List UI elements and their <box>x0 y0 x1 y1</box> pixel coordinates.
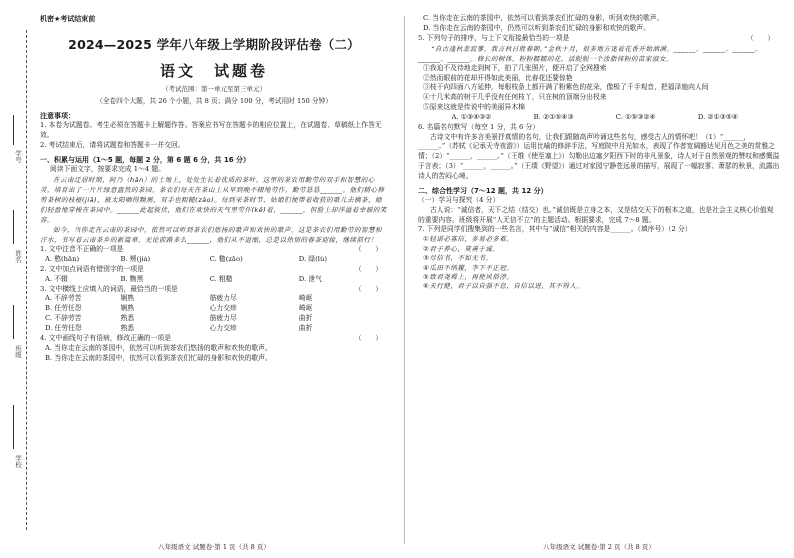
option: A. ①③④③② <box>451 112 492 121</box>
option: C. 糙(zāo) <box>209 255 243 264</box>
options-row <box>40 294 388 304</box>
option: D. ②①③⑤④ <box>697 112 738 121</box>
answer-parens: （ ） <box>354 245 382 254</box>
question-stem: 3. 文中横线上应填入的词语，最恰当的一项是 <box>40 284 178 293</box>
question-stem: 5. 下列句子的排序，与上下文衔接最恰当的一项是 <box>418 33 570 42</box>
binding-field-student-id: 学号 <box>14 150 22 163</box>
option: 崎岖 <box>298 294 313 303</box>
section-intro: 古人说：“诚信者，天下之结（结交）也。”诚信既是立身之本，又是结交天下的根本之道，也是社会主义核心价值观的重要内容。班级将开展“人无信不立”的主题活动。根据要求，完成 7～8 题。 <box>418 205 774 224</box>
question-4 <box>40 334 388 344</box>
answer-parens: （ ） <box>746 33 774 42</box>
option: 筋疲力尽 <box>209 314 237 323</box>
binding-field-name: 姓名 <box>14 250 22 263</box>
binding-blank <box>13 405 14 449</box>
question-3 <box>40 285 388 295</box>
option: A. 不辞劳苦 <box>45 294 82 303</box>
question-stem: 1. 文中注音不正确的一项是 <box>40 245 124 254</box>
option: B. 任劳任怨 <box>45 304 82 313</box>
question-quote: “自古逢秋悲寂寥，我言秋日胜春朝。”金秋十月，很多地方迷着花香开始洒满。______。______。______。______。______。修长的树体，粉粉糯糯的花，活脱脱一个涂脂抹粉的苗家淑女。 <box>418 44 762 63</box>
notice-title: 注意事项： <box>40 112 75 121</box>
binding-field-class: 班级 <box>14 345 22 358</box>
option: D. 任劳任怨 <box>45 324 82 332</box>
subject-title: 语文 试题卷 <box>159 62 268 81</box>
option: 崎岖 <box>298 304 313 313</box>
exam-title: 2024—2025 学年八年级上学期阶段评估卷（二） <box>68 37 360 53</box>
binding-blank <box>13 305 14 339</box>
question-1 <box>40 245 388 255</box>
option: 曲折 <box>298 314 313 323</box>
quote-item: ④瓜田不纳履，李下不正冠。 <box>423 263 514 272</box>
question-text: 古诗文中有许多言美景抒真情的名句，让我们跟随高声吟诵这些名句，感受古人的情怀吧！（1）“______，______。”（苏轼《记承天寺夜游》）运用比喻的修辞手法，写庭院中月光如水，表现了作者宽阔豁达见月色之美的赏雅之情；（2）“______，______。”（王维《使至塞上》）勾勒出边塞夕阳西下时的非凡景象，诗人对于自然景观的赞叹和感慨溢于言表；（3）“______，______。”（王绩《野望》）通过对家园宁静苍远景的描写，展现了一幅寂寥、萧瑟的秋景，流露出诗人的苦闷心境。 <box>418 132 780 180</box>
section-title: 二、综合性学习（7～12 题，共 12 分） <box>418 186 548 195</box>
options-row <box>40 324 388 334</box>
option: 曲折 <box>298 324 313 332</box>
sentence-item: ④十几米高的树干几乎没有任何枝丫，只在树的顶端分出杈来 <box>423 93 607 102</box>
subsection-title: （一）学习与探究（4 分） <box>418 195 500 204</box>
sentence-item: ③枝干向四面八方延伸，每根枝条上都开满了粉紫色的花朵，像极了千手观音，把福泽施向人间 <box>423 83 709 92</box>
left-page <box>40 14 388 548</box>
option: C. ①⑤③②④ <box>615 112 656 121</box>
question-stem: 4. 文中画线句子有语病，修改正确的一项是 <box>40 333 171 342</box>
option: D. 当你走在云南的茶园中，仍然可以听到茶农们忙碌的身影和欢快的歌声。 <box>423 23 651 32</box>
option: 娴熟 <box>120 294 135 303</box>
notice-item: 2. 考试结束后，请将试题卷和答题卡一并交回。 <box>40 140 185 149</box>
options-row <box>40 304 388 314</box>
page-footer-right: 八年级语文 试题卷·第 2 页（共 8 页） <box>543 542 655 551</box>
sentence-item: ⑤原来这就是传说中的美丽异木棉 <box>423 103 525 112</box>
page-footer-left: 八年级语文 试题卷·第 1 页（共 8 页） <box>158 542 270 551</box>
binding-blank <box>13 210 14 244</box>
binding-margin <box>0 0 36 558</box>
section-intro: 阅读下面文字，按要求完成 1～4 题。 <box>50 164 165 173</box>
question-stem: 6. 名篇名句默写（每空 1 分，共 6 分） <box>418 122 540 131</box>
secret-label: 机密★考试结束前 <box>40 15 96 23</box>
reading-passage: 在云南迁居时期，阿乃（hān）的土地上，处处生长着优质的茶叶。这里的茶农用勤劳的双手和智慧的心灵，培育出了一片片绿意盎然的茶园。茶农们每天在茶山上从早到晚不辍地劳作，勤劳恳恳______。他们精心修剪茶树的枝桠(jiā)，被太阳晒得黝黑，双手也粗糙(zāo)。每到采茶时节，姑娘们便带着收获的歌儿去摘茶，她们轻盈地穿梭在茶园中。______此起彼伏，他们在欢快的天气里劳作(kē)着，______，但脸上却洋溢着幸福的笑容。 <box>40 175 387 225</box>
quote-item: ③尽信书，不如无书。 <box>423 254 493 263</box>
answer-parens: （ ） <box>354 284 382 293</box>
question-5 <box>418 34 780 44</box>
option: 娴熟 <box>120 304 135 313</box>
exam-score-info: （全卷四个大题，共 26 个小题，共 8 页；满分 100 分，考试用时 150 分钟） <box>96 97 332 106</box>
page-divider <box>404 16 405 544</box>
option: B. ②①⑤④③ <box>533 112 574 121</box>
option: A. 当你走在云南的茶园中，依然可以听到茶农们悠扬的歌声和欢快的歌声。 <box>45 343 272 352</box>
binding-blank <box>13 115 14 145</box>
reading-passage: 如今，当你走在云南的茶园中，依然可以听到茶农们悠扬的歌声和欢快的歌声。这是茶农们用勤劳的智慧和汗水，书写着云南茶乡的新篇章。无论前路多么______，他们从不退缩，总是以热情的春茶迎接，继续前行！ <box>40 226 382 245</box>
option: A. 憨(hān) <box>45 255 80 264</box>
options-row <box>40 314 388 324</box>
option: 熟悉 <box>120 324 135 332</box>
binding-dashed-line <box>26 30 27 530</box>
option: A. 不辍 <box>45 274 68 283</box>
quote-item: ⑥天行健，君子以自强不息，自信以进，其不得人。 <box>423 282 584 291</box>
question-stem: 7. 下列是同学们搜集到的一些名言，其中与“诚信”相关的内容是______。（填序号）（2 分） <box>418 225 692 234</box>
option: B. 颊(jiá) <box>120 255 151 264</box>
question-stem: 2. 文中加点词语有错别字的一项是 <box>40 264 144 273</box>
exam-range: （考试范围：第一单元至第三单元） <box>162 85 266 94</box>
binding-field-school: 学校 <box>14 455 22 468</box>
option: C. 不辞劳苦 <box>45 314 82 323</box>
notice-item: 1. 本卷为试题卷。考生必须在答题卡上解题作答。答案应书写在答题卡的相应位置上，在试题卷、草稿纸上作答无效。 <box>40 121 382 140</box>
option: 心力交瘁 <box>209 304 237 313</box>
quote-item: ②君子养心，莫善于诚。 <box>423 244 500 253</box>
answer-parens: （ ） <box>354 264 382 273</box>
options-row <box>40 255 388 265</box>
quote-item: ①轻诺必寡信，多易必多难。 <box>423 235 514 244</box>
answer-parens: （ ） <box>354 333 382 342</box>
option: 筋疲力尽 <box>209 294 237 303</box>
options-row <box>418 113 780 123</box>
section-title: 一、积累与运用（1～5 题，每题 2 分，第 6 题 6 分，共 16 分） <box>40 155 251 164</box>
option: 心力交瘁 <box>209 324 237 332</box>
option: B. 黝黑 <box>120 274 144 283</box>
right-page <box>418 14 780 548</box>
option: C. 当你走在云南的茶园中，依然可以看到茶农们忙碌的身影，听到欢快的歌声。 <box>423 14 664 22</box>
option: C. 粗糙 <box>209 274 233 283</box>
sentence-item: ②然而眼前的花却开得如此美丽，比春花还要惊艳 <box>423 73 573 82</box>
option: D. 泄气 <box>298 274 322 283</box>
option: D. 绿(lù) <box>298 255 327 264</box>
quote-item: ⑤致君尧舜上，再使风俗淳。 <box>423 272 514 281</box>
option: B. 当你走在云南的茶园中，依然可以看到茶农们忙碌的身影和欢快的歌声。 <box>45 353 272 362</box>
sentence-item: ①我迫不及待地走到树下，拍了几张照片，便开启了全网搜索 <box>423 63 607 72</box>
option: 熟悉 <box>120 314 135 323</box>
question-2 <box>40 265 388 275</box>
options-row <box>40 275 388 285</box>
